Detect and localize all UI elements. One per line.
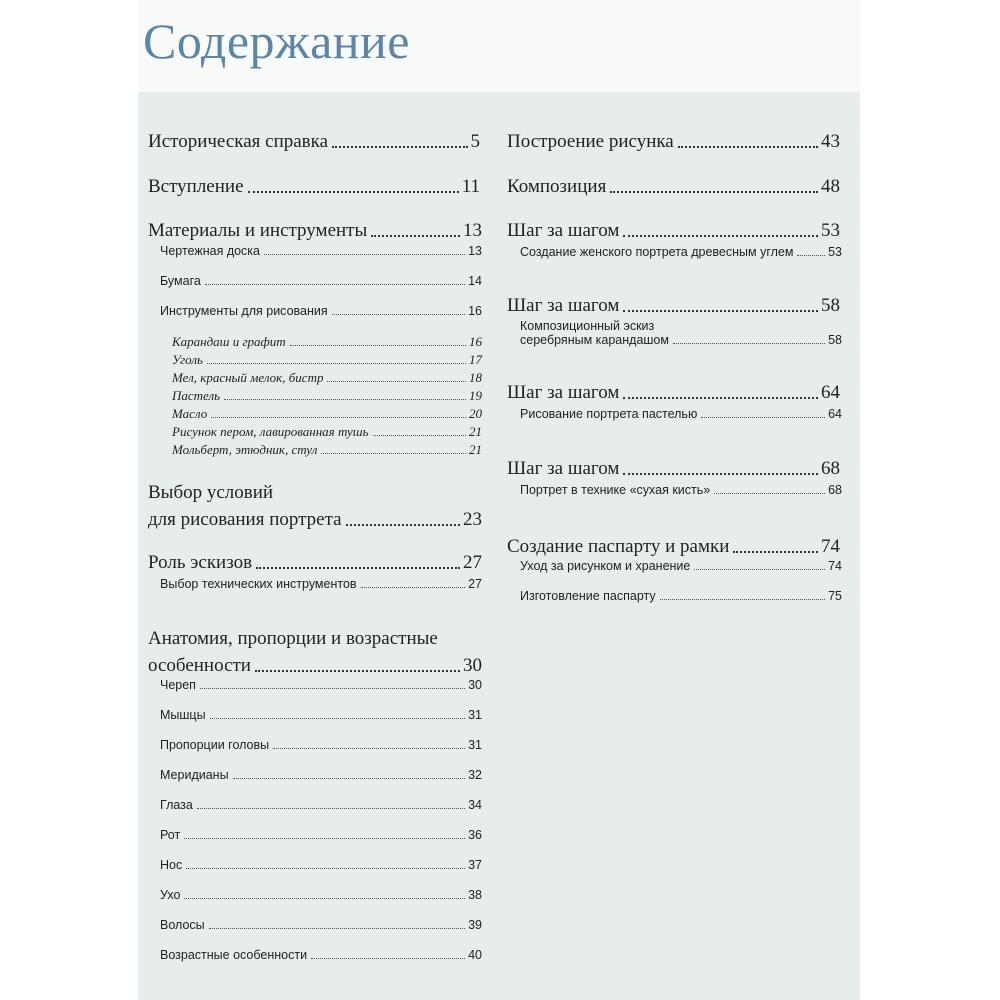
toc-sub-tools: Инструменты для рисования 16 <box>160 304 482 318</box>
toc-entry-step3: Шаг за шагом 64 <box>507 382 840 403</box>
toc-entry-conditions-line1: Выбор условий <box>148 482 274 503</box>
anatomy-item-label: Пропорции головы <box>160 738 270 752</box>
toc-sub-making: Изготовление паспарту 75 <box>520 589 842 603</box>
toc-entry-intro: Вступление 11 <box>148 176 480 197</box>
anatomy-item-label: Нос <box>160 858 183 872</box>
anatomy-item-page: 40 <box>468 948 482 962</box>
anatomy-item-page: 36 <box>468 828 482 842</box>
table-row <box>160 917 482 933</box>
table-row <box>160 857 482 873</box>
toc-entry-step4: Шаг за шагом 68 <box>507 458 840 479</box>
anatomy-item-page: 34 <box>468 798 482 812</box>
anatomy-item-page: 31 <box>468 708 482 722</box>
toc-sub-step2-line1: Композиционный эскиз <box>520 319 655 333</box>
table-row <box>160 737 482 753</box>
toc-sub-step4: Портрет в технике «сухая кисть» 68 <box>520 483 842 497</box>
toc-entry-sketches: Роль эскизов 27 <box>148 552 482 573</box>
anatomy-item-label: Череп <box>160 678 196 692</box>
toc-item-pastel: Пастель 19 <box>172 388 482 403</box>
toc-entry-conditions: для рисования портрета 23 <box>148 509 482 530</box>
toc-entry-anatomy-line1: Анатомия, пропорции и возрастные <box>148 628 438 649</box>
table-row <box>160 767 482 783</box>
table-row <box>160 947 482 963</box>
toc-sub-care: Уход за рисунком и хранение 74 <box>520 559 842 573</box>
table-row <box>160 677 482 693</box>
anatomy-item-label: Рот <box>160 828 181 842</box>
toc-entry-step2: Шаг за шагом 58 <box>507 295 840 316</box>
toc-entry-passepartout: Создание паспарту и рамки 74 <box>507 536 840 557</box>
toc-sub-step1: Создание женского портрета древесным углем 53 <box>520 245 842 259</box>
toc-item-oil: Масло 20 <box>172 406 482 421</box>
anatomy-item-page: 31 <box>468 738 482 752</box>
toc-entry-historical: Историческая справка 5 <box>148 131 480 152</box>
toc-entry-step1: Шаг за шагом 53 <box>507 220 840 241</box>
anatomy-item-label: Мышцы <box>160 708 206 722</box>
toc-item-charcoal: Уголь 17 <box>172 352 482 367</box>
anatomy-item-label: Ухо <box>160 888 181 902</box>
anatomy-item-page: 37 <box>468 858 482 872</box>
table-row <box>160 797 482 813</box>
table-row <box>160 827 482 843</box>
anatomy-item-page: 30 <box>468 678 482 692</box>
toc-item-pencil: Карандаш и графит 16 <box>172 334 482 349</box>
toc-item-chalk: Мел, красный мелок, бистр 18 <box>172 370 482 385</box>
toc-sub-board: Чертежная доска 13 <box>160 244 482 258</box>
anatomy-item-page: 38 <box>468 888 482 902</box>
anatomy-item-label: Возрастные особенности <box>160 948 308 962</box>
toc-item-easel: Мольберт, этюдник, стул 21 <box>172 442 482 457</box>
anatomy-item-page: 39 <box>468 918 482 932</box>
toc-sub-step2: серебряным карандашом 58 <box>520 333 842 347</box>
toc-sub-step3: Рисование портрета пастелью 64 <box>520 407 842 421</box>
toc-sub-paper: Бумага 14 <box>160 274 482 288</box>
anatomy-item-label: Глаза <box>160 798 193 812</box>
toc-entry-materials: Материалы и инструменты 13 <box>148 220 482 241</box>
toc-item-pen: Рисунок пером, лавированная тушь 21 <box>172 424 482 439</box>
toc-sub-sketch-tools: Выбор технических инструментов 27 <box>160 577 482 591</box>
anatomy-item-label: Меридианы <box>160 768 229 782</box>
table-row <box>160 707 482 723</box>
table-row <box>160 887 482 903</box>
anatomy-item-page: 32 <box>468 768 482 782</box>
toc-entry-composition: Композиция 48 <box>507 176 840 197</box>
page-title: Содержание <box>143 13 410 69</box>
toc-entry-construction: Построение рисунка 43 <box>507 131 840 152</box>
toc-entry-anatomy: особенности 30 <box>148 655 482 676</box>
anatomy-item-label: Волосы <box>160 918 205 932</box>
